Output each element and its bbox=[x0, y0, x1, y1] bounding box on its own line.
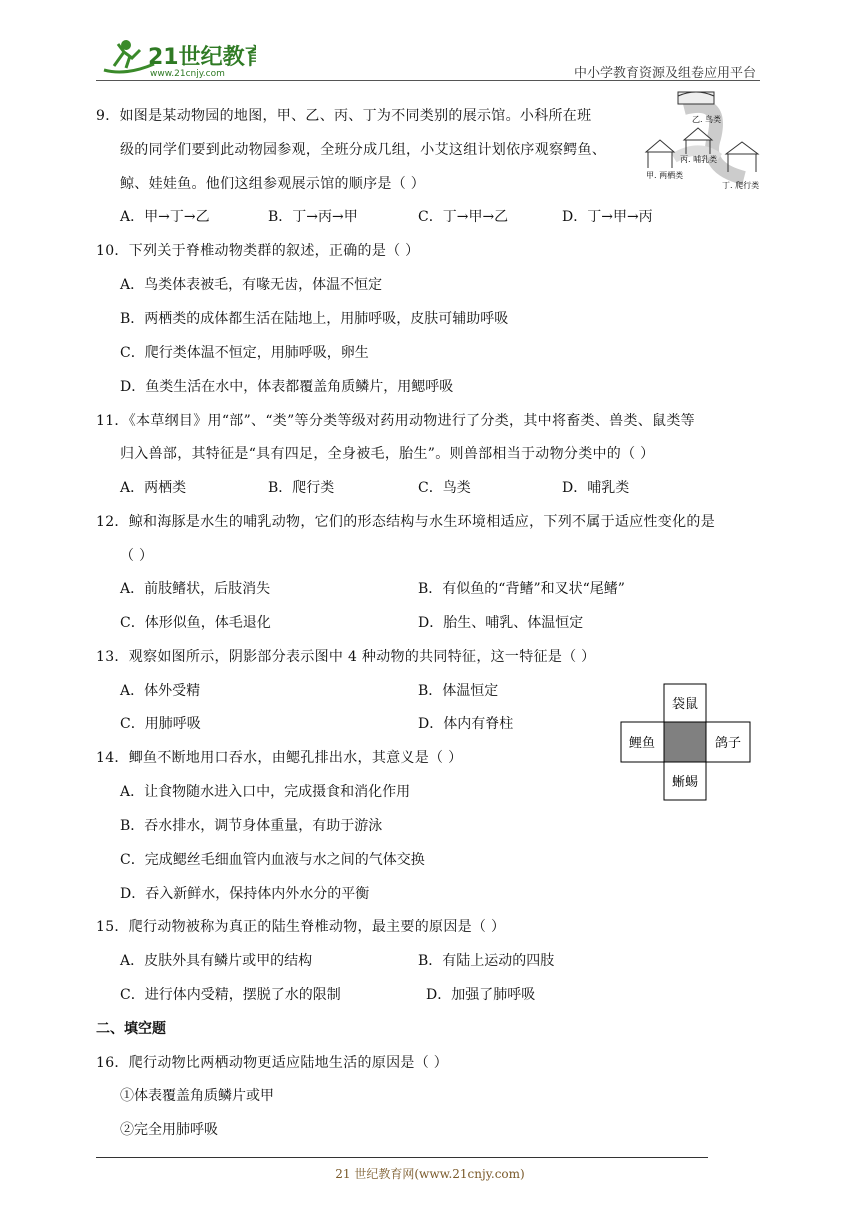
q14-option-b: B．吞水排水，调节身体重量，有助于游泳 bbox=[120, 818, 383, 834]
map-label-bird: 乙. 鸟类 bbox=[692, 115, 722, 124]
q9-option-d: D．丁→甲→丙 bbox=[562, 209, 653, 225]
map-label-reptile: 丁. 爬行类 bbox=[722, 181, 760, 190]
q13-option-c: C．用肺呼吸 bbox=[120, 716, 201, 732]
q15-option-c: C．进行体内受精，摆脱了水的限制 bbox=[120, 987, 341, 1003]
q10-stem: 10．下列关于脊椎动物类群的叙述，正确的是（ ） bbox=[96, 243, 420, 259]
q11-line-2: 归入兽部，其特征是“具有四足，全身被毛，胎生”。则兽部相当于动物分类中的（ ） bbox=[120, 446, 655, 462]
q11-option-b: B．爬行类 bbox=[268, 480, 335, 496]
q11-option-c: C．鸟类 bbox=[418, 480, 471, 496]
q14-stem: 14．鲫鱼不断地用口吞水，由鳃孔排出水，其意义是（ ） bbox=[96, 750, 463, 766]
logo-text: 21世纪教育 bbox=[148, 45, 256, 70]
cell-kangaroo: 袋鼠 bbox=[671, 697, 699, 712]
q12-line-2: （ ） bbox=[120, 548, 154, 564]
q9-line-2: 级的同学们要到此动物园参观，全班分成几组，小艾这组计划依序观察鳄鱼、 bbox=[120, 142, 607, 158]
q13-option-d: D．体内有脊柱 bbox=[418, 716, 514, 732]
q11-option-d: D．哺乳类 bbox=[562, 480, 630, 496]
logo-url: www.21cnjy.com bbox=[150, 69, 225, 79]
shared-trait-cell bbox=[664, 722, 706, 762]
q14-option-a: A．让食物随水进入口中，完成摄食和消化作用 bbox=[120, 784, 411, 800]
q15-option-a: A．皮肤外具有鳞片或甲的结构 bbox=[120, 953, 313, 969]
cell-carp: 鲤鱼 bbox=[628, 736, 656, 751]
q10-option-a: A．鸟类体表被毛，有喙无齿，体温不恒定 bbox=[120, 277, 383, 293]
footer-divider bbox=[96, 1157, 708, 1158]
q13-option-a: A．体外受精 bbox=[120, 683, 201, 699]
zoo-map-figure bbox=[644, 88, 762, 196]
q13-stem: 13．观察如图所示，阴影部分表示图中 4 种动物的共同特征，这一特征是（ ） bbox=[96, 649, 596, 665]
q12-option-a: A．前肢鳍状，后肢消失 bbox=[120, 581, 271, 597]
map-label-amphibian: 甲. 两栖类 bbox=[646, 171, 684, 180]
q14-option-c: C．完成鳃丝毛细血管内血液与水之间的气体交换 bbox=[120, 852, 425, 868]
q12-line-1: 12．鲸和海豚是水生的哺乳动物，它们的形态结构与水生环境相适应，下列不属于适应性变化的是 bbox=[96, 514, 716, 530]
section-heading-fill-in: 二、填空题 bbox=[96, 1021, 166, 1037]
q9-option-a: A．甲→丁→乙 bbox=[120, 209, 210, 225]
q14-option-d: D．吞入新鲜水，保持体内外水分的平衡 bbox=[120, 886, 370, 902]
cell-pigeon: 鸽子 bbox=[714, 736, 742, 751]
q10-option-d: D．鱼类生活在水中，体表都覆盖角质鳞片，用鳃呼吸 bbox=[120, 379, 454, 395]
q13-option-b: B．体温恒定 bbox=[418, 683, 499, 699]
cell-lizard: 蜥蜴 bbox=[671, 775, 699, 790]
q9-line-3: 鲸、娃娃鱼。他们这组参观展示馆的顺序是（ ） bbox=[120, 176, 426, 192]
runner-logo-icon bbox=[96, 36, 256, 80]
q9-line-1: 9．如图是某动物园的地图，甲、乙、丙、丁为不同类别的展示馆。小科所在班 bbox=[96, 108, 592, 124]
q12-option-c: C．体形似鱼，体毛退化 bbox=[120, 615, 271, 631]
q16-item-2: ②完全用肺呼吸 bbox=[120, 1122, 218, 1138]
q10-option-b: B．两栖类的成体都生活在陆地上，用肺呼吸，皮肤可辅助呼吸 bbox=[120, 311, 509, 327]
platform-name: 中小学教育资源及组卷应用平台 bbox=[573, 66, 756, 81]
q9-option-c: C．丁→甲→乙 bbox=[418, 209, 509, 225]
q9-option-b: B．丁→丙→甲 bbox=[268, 209, 358, 225]
q15-option-d: D．加强了肺呼吸 bbox=[426, 987, 536, 1003]
header-divider bbox=[96, 80, 760, 81]
q12-option-d: D．胎生、哺乳、体温恒定 bbox=[418, 615, 584, 631]
q12-option-b: B．有似鱼的“背鳍”和叉状“尾鳍” bbox=[418, 581, 625, 597]
site-logo bbox=[96, 36, 256, 80]
animal-cross-figure bbox=[620, 683, 752, 801]
map-label-mammal: 丙. 哺乳类 bbox=[680, 155, 718, 164]
q15-stem: 15．爬行动物被称为真正的陆生脊椎动物，最主要的原因是（ ） bbox=[96, 919, 506, 935]
q16-item-1: ①体表覆盖角质鳞片或甲 bbox=[120, 1088, 274, 1104]
q11-line-1: 11．《本草纲目》用“部”、“类”等分类等级对药用动物进行了分类，其中将畜类、兽类、鼠类等 bbox=[96, 413, 695, 429]
q16-stem: 16．爬行动物比两栖动物更适应陆地生活的原因是（ ） bbox=[96, 1055, 449, 1071]
q15-option-b: B．有陆上运动的四肢 bbox=[418, 953, 555, 969]
q10-option-c: C．爬行类体温不恒定，用肺呼吸，卵生 bbox=[120, 345, 369, 361]
q11-option-a: A．两栖类 bbox=[120, 480, 187, 496]
footer-text: 21 世纪教育网(www.21cnjy.com) bbox=[335, 1167, 525, 1181]
